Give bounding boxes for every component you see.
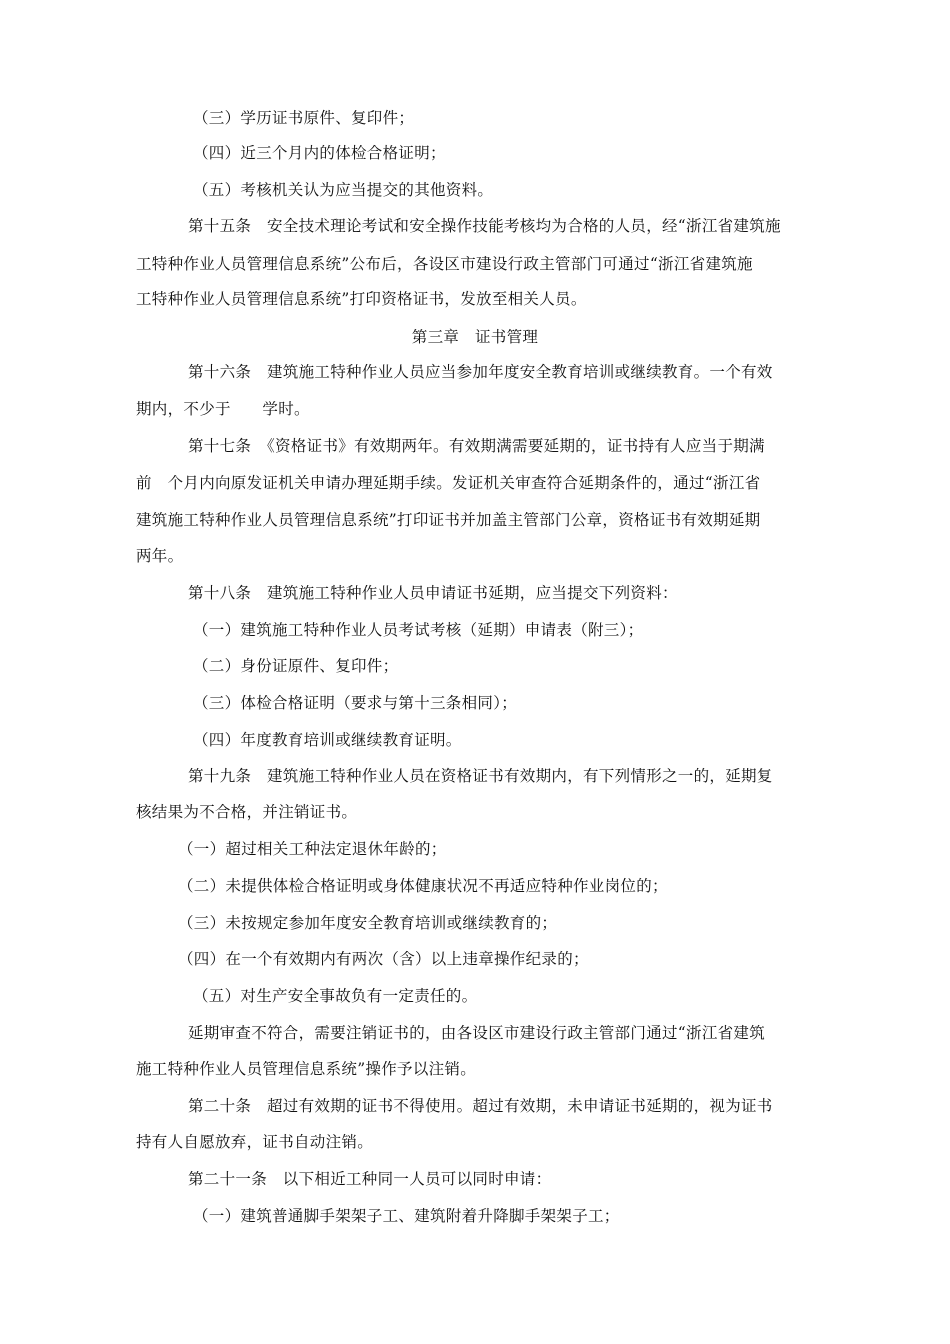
text-line: 两年。 bbox=[136, 547, 184, 565]
text-line: 工特种作业人员管理信息系统”打印资格证书，发放至相关人员。 bbox=[136, 290, 587, 308]
text-line: 第十九条 建筑施工特种作业人员在资格证书有效期内，有下列情形之一的，延期复 bbox=[188, 767, 773, 785]
text-line: （二）身份证原件、复印件； bbox=[193, 657, 399, 675]
text-line: 第二十条 超过有效期的证书不得使用。超过有效期，未申请证书延期的，视为证书 bbox=[188, 1097, 773, 1115]
text-line: （三）未按规定参加年度安全教育培训或继续教育的； bbox=[178, 914, 558, 932]
text-line: （四）近三个月内的体检合格证明； bbox=[193, 144, 446, 162]
text-line: 建筑施工特种作业人员管理信息系统”打印证书并加盖主管部门公章，资格证书有效期延期 bbox=[136, 511, 761, 529]
text-line: （四）在一个有效期内有两次（含）以上违章操作纪录的； bbox=[178, 950, 589, 968]
text-line: （五）对生产安全事故负有一定责任的。 bbox=[193, 987, 478, 1005]
text-line: （三）学历证书原件、复印件； bbox=[193, 109, 415, 127]
text-line: 工特种作业人员管理信息系统”公布后，各设区市建设行政主管部门可通过“浙江省建筑施 bbox=[136, 255, 753, 273]
text-line: （三）体检合格证明（要求与第十三条相同）； bbox=[193, 694, 518, 712]
text-line: （二）未提供体检合格证明或身体健康状况不再适应特种作业岗位的； bbox=[178, 877, 668, 895]
text-line: （四）年度教育培训或继续教育证明。 bbox=[193, 731, 462, 749]
text-line: 第十七条 《资格证书》有效期两年。有效期满需要延期的，证书持有人应当于期满 bbox=[188, 437, 765, 455]
text-line: 前 个月内向原发证机关申请办理延期手续。发证机关审查符合延期条件的，通过“浙江省 bbox=[136, 474, 761, 492]
text-line: 施工特种作业人员管理信息系统”操作予以注销。 bbox=[136, 1060, 477, 1078]
text-line: 持有人自愿放弃，证书自动注销。 bbox=[136, 1133, 374, 1151]
text-line: 核结果为不合格，并注销证书。 bbox=[136, 803, 358, 821]
text-line: （五）考核机关认为应当提交的其他资料。 bbox=[193, 181, 494, 199]
text-line: 期内，不少于 学时。 bbox=[136, 400, 310, 418]
text-line: 第二十一条 以下相近工种同一人员可以同时申请： bbox=[188, 1170, 552, 1188]
text-line: （一）建筑施工特种作业人员考试考核（延期）申请表（附三）； bbox=[193, 621, 644, 639]
text-line: （一）建筑普通脚手架架子工、建筑附着升降脚手架架子工； bbox=[193, 1207, 620, 1225]
text-line: （一）超过相关工种法定退休年龄的； bbox=[178, 840, 447, 858]
chapter-heading: 第三章 证书管理 bbox=[411, 328, 539, 346]
text-line: 第十八条 建筑施工特种作业人员申请证书延期，应当提交下列资料： bbox=[188, 584, 678, 602]
text-line: 第十五条 安全技术理论考试和安全操作技能考核均为合格的人员，经“浙江省建筑施 bbox=[188, 217, 781, 235]
text-line: 第十六条 建筑施工特种作业人员应当参加年度安全教育培训或继续教育。一个有效 bbox=[188, 363, 773, 381]
text-line: 延期审查不符合，需要注销证书的，由各设区市建设行政主管部门通过“浙江省建筑 bbox=[188, 1024, 766, 1042]
